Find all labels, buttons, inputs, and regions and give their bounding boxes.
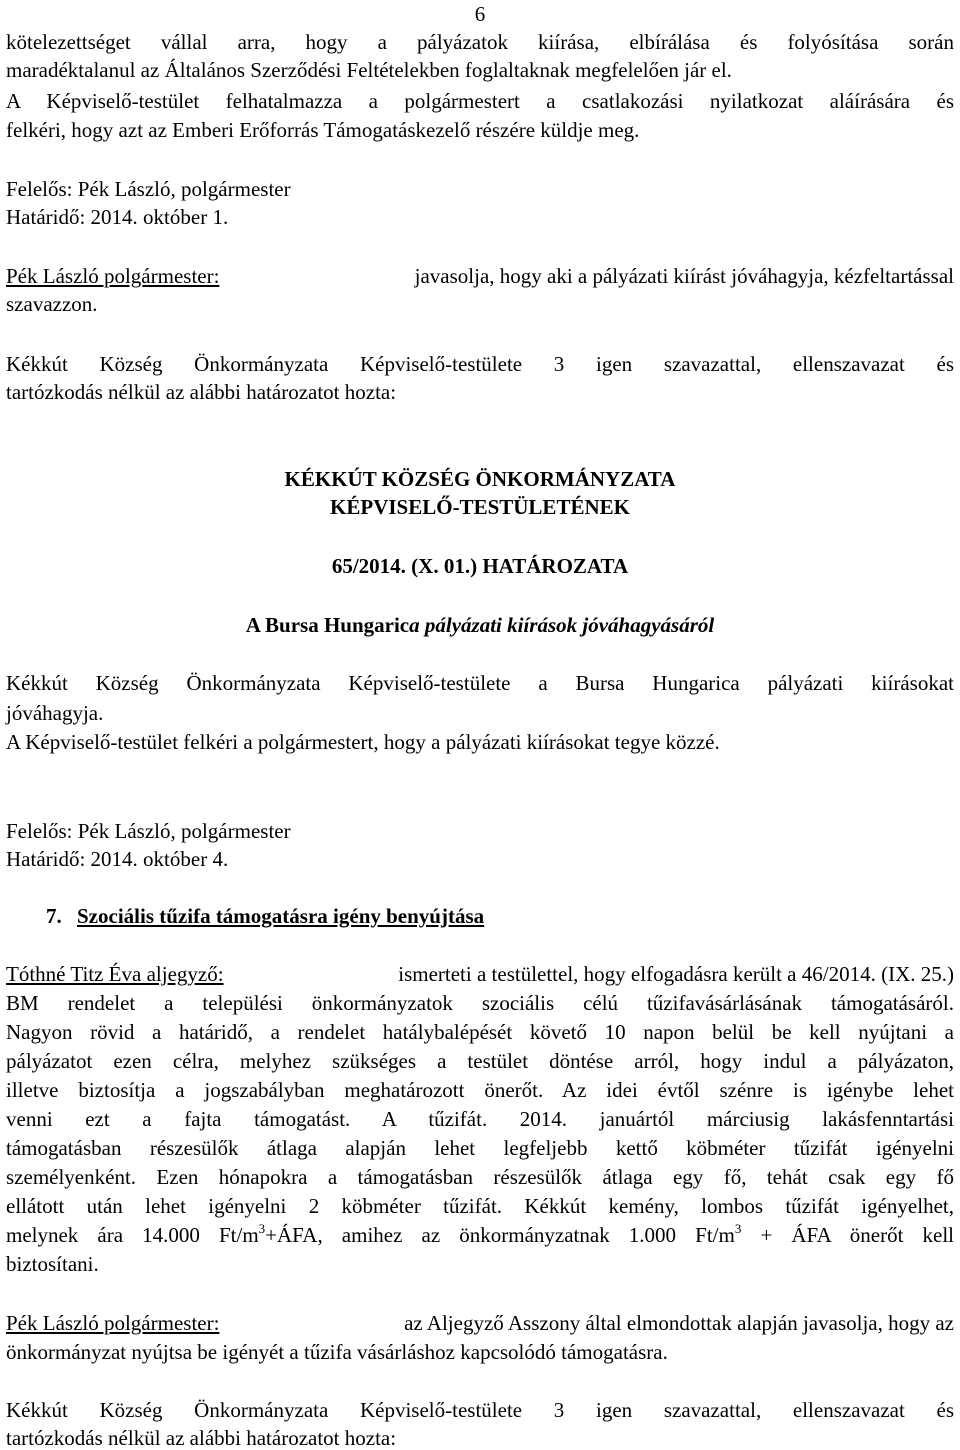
notary-line: biztosítani. (6, 1252, 99, 1276)
vote-line: tartózkodás nélkül az alábbi határozatot hozta: (6, 1426, 397, 1450)
section-number: 7. (46, 904, 62, 928)
superscript: 3 (258, 1221, 266, 1236)
notary-price-line (6, 1223, 954, 1247)
deadline-line: Határidő: 2014. október 4. (6, 847, 229, 871)
notary-line: venni ezt a fajta támogatást. A tűzifát. 2014. januártól márciusig lakásfenntartási (6, 1107, 954, 1131)
price-text: melynek ára 14.000 Ft/m (6, 1223, 259, 1247)
section-heading (46, 904, 946, 928)
notary-line: Nagyon rövid a határidő, a rendelet hatálybalépését követő 10 napon belül be kell nyújtani a (6, 1020, 954, 1044)
paragraph-line: önkormányzat nyújtsa be igényét a tűzifa vásárláshoz kapcsolódó támogatásra. (6, 1340, 668, 1364)
notary-line: pályázatot ezen célra, melyhez szükséges a testület döntése arról, hogy indul a pályázaton, (6, 1049, 954, 1073)
notary-first-line (6, 962, 954, 986)
resolution-body-line: A Képviselő-testület felkéri a polgármestert, hogy a pályázati kiírásokat tegye közzé. (6, 730, 720, 754)
superscript: 3 (734, 1221, 742, 1236)
notary-line: ellátott után lehet igényelni 2 köbméter tűzifát. Kékkút kemény, lombos tűzifát igényelhet, (6, 1194, 954, 1218)
section-title: Szociális tűzifa támogatásra igény benyújtása (77, 904, 485, 928)
resolution-heading: KÉKKÚT KÖZSÉG ÖNKORMÁNYZATA (284, 467, 676, 491)
vote-line: Kékkút Község Önkormányzata Képviselő-testülete 3 igen szavazattal, ellenszavazat és (6, 352, 954, 376)
resolution-body-line: jóváhagyja. (6, 701, 104, 725)
paragraph-line: kötelezettséget vállal arra, hogy a pályázatok kiírása, elbírálása és folyósítása során (6, 30, 954, 54)
resolution-number: 65/2014. (X. 01.) HATÁROZATA (331, 554, 629, 578)
mayor-proposal-line (6, 264, 954, 288)
resolution-heading: KÉPVISELŐ-TESTÜLETÉNEK (330, 495, 630, 519)
paragraph-line: felkéri, hogy azt az Emberi Erőforrás Támogatáskezelő részére küldje meg. (6, 118, 640, 142)
vote-line: tartózkodás nélkül az alábbi határozatot hozta: (6, 380, 397, 404)
resolution-title-italic: a pályázati kiírások jóváhagyásáról (409, 613, 715, 637)
speaker-name: Tóthné Titz Éva aljegyző: (6, 962, 224, 986)
deadline-line: Határidő: 2014. október 1. (6, 205, 229, 229)
paragraph-line: A Képviselő-testület felhatalmazza a polgármestert a csatlakozási nyilatkozat aláírására és (6, 89, 954, 113)
speaker-name: Pék László polgármester: (6, 264, 220, 288)
paragraph-line: szavazzon. (6, 292, 98, 316)
notary-line: személyenként. Ezen hónapokra a támogatásban részesülők átlaga egy fő, tehát csak egy fő (6, 1165, 954, 1189)
resolution-title-plain: A Bursa Hungaric (245, 613, 410, 637)
resolution-title (0, 613, 960, 637)
responsible-line: Felelős: Pék László, polgármester (6, 177, 291, 201)
notary-text: ismerteti a testülettel, hogy elfogadásra került a 46/2014. (IX. 25.) (398, 962, 954, 986)
speaker-name: Pék László polgármester: (6, 1311, 220, 1335)
notary-line: támogatásban részesülők átlaga alapján lehet legfeljebb kettő köbméter tűzifát igényelni (6, 1136, 954, 1160)
responsible-line: Felelős: Pék László, polgármester (6, 819, 291, 843)
vote-line: Kékkút Község Önkormányzata Képviselő-testülete 3 igen szavazattal, ellenszavazat és (6, 1398, 954, 1422)
notary-line: BM rendelet a települési önkormányzatok szociális célú tűzifavásárlásának támogatásáról. (6, 991, 954, 1015)
proposal-text: az Aljegyző Asszony által elmondottak alapján javasolja, hogy az (404, 1311, 954, 1335)
page-number: 6 (474, 2, 486, 26)
price-text: + ÁFA önerőt kell (741, 1223, 954, 1247)
proposal-text: javasolja, hogy aki a pályázati kiírást jóváhagyja, kézfeltartással (414, 264, 954, 288)
resolution-body-line: Kékkút Község Önkormányzata Képviselő-testülete a Bursa Hungarica pályázati kiírásokat (6, 671, 954, 695)
notary-line: illetve biztosítja a jogszabályban meghatározott önerőt. Az idei évtől szénre is igénybe lehet (6, 1078, 954, 1102)
mayor-proposal-line (6, 1311, 954, 1335)
price-text: +ÁFA, amihez az önkormányzatnak 1.000 Ft/m (265, 1223, 735, 1247)
paragraph-line: maradéktalanul az Általános Szerződési Feltételekben foglaltaknak megfelelően jár el. (6, 58, 732, 82)
